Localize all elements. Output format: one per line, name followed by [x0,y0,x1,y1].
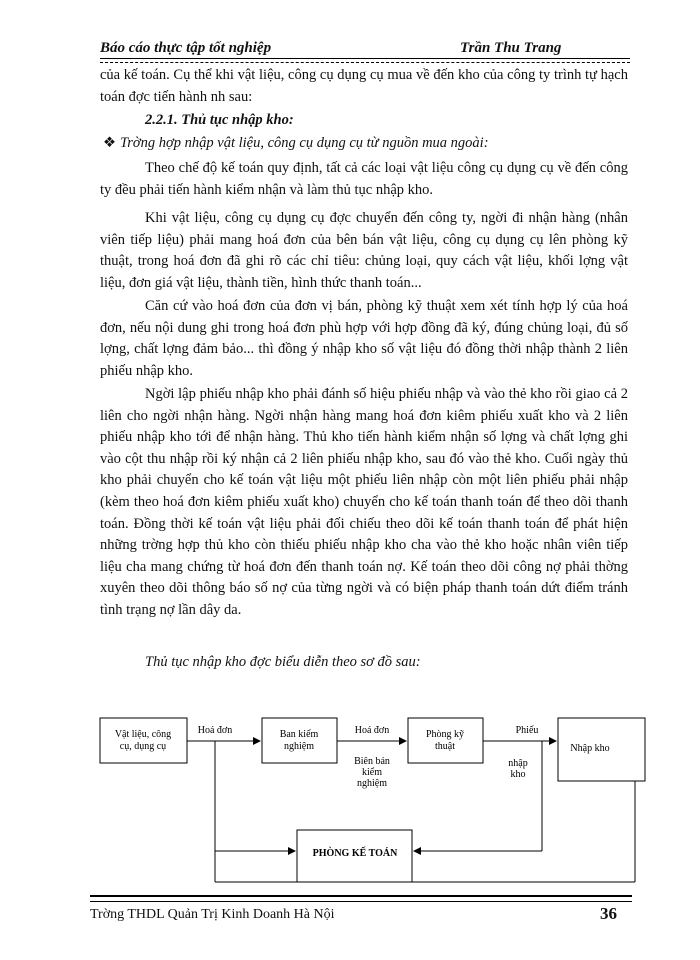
box5-label: PHÒNG KẾ TOÁN [312,848,398,859]
paragraph-2: Khi vật liệu, công cụ dụng cụ đợc chuyển đến công ty, ngời đi nhận hàng (nhân viên tiếp liệu) phải mang hoá đơn của bên bán vật liệu, công cụ dụng cụ lên phòng kỹ thuật, trong hoá đơn đã ghi rõ các chỉ tiêu: chủng loại, quy cách vật liệu, khối lợng vật liệu, đơn giá vật liệu, thành tiền, hình thức thanh toán... [100,210,628,291]
box3-line1: Phòng kỹ [425,729,465,740]
label-bien-ban-3: nghiệm [357,778,387,789]
footer-rule [90,895,632,902]
box2-line1: Ban kiểm [279,729,319,740]
paragraph-3: Căn cứ vào hoá đơn của đơn vị bán, phòng kỹ thuật xem xét tính hợp lý của hoá đơn, nếu nội dung ghi trong hoá đơn phù hợp với hợp đồng đã ký, đúng chủng loại, đủ số lợng, chất lợng đảm bảo... thì đồng ý nhập kho số vật liệu đó đồng thời nhập thành 2 liên phiếu nhập kho. [100,298,628,379]
label-hoa-don-1: Hoá đơn [197,725,233,736]
paragraph-1: Theo chế độ kế toán quy định, tất cả các loại vật liệu công cụ dụng cụ về đến công ty đều phải tiến hành kiểm nhận và làm thủ tục nhập kho. [100,160,628,198]
box3-line2: thuật [435,741,455,752]
flow-diagram [0,690,700,890]
bullet-heading [103,135,489,152]
header-author: Trần Thu Trang [460,40,562,56]
diagram-caption: Thủ tục nhập kho đợc biểu diễn theo sơ đồ sau: [145,654,421,670]
box1-line2: cụ, dụng cụ [119,741,167,752]
label-hoa-don-2: Hoá đơn [354,725,390,736]
bullet-text: Trờng hợp nhập vật liệu, công cụ dụng cụ từ nguồn mua ngoài: [120,135,489,151]
intro-paragraph: của kế toán. Cụ thể khi vật liệu, công cụ dụng cụ mua về đến kho của công ty trình tự hạch toán đợc tiến hành nh sau: [100,67,628,105]
section-title: 2.2.1. Thủ tục nhập kho: [145,112,294,128]
box1-line1: Vật liệu, công [114,729,172,740]
label-kho: kho [510,769,526,780]
box4-label: Nhập kho [570,743,610,754]
label-bien-ban-2: kiểm [362,767,382,778]
footer-school: Trờng THDL Quản Trị Kinh Doanh Hà Nội [90,907,335,922]
box2-line2: nghiệm [284,741,314,752]
page-number: 36 [600,904,617,923]
header-rule [100,58,630,63]
paragraph-4: Ngời lập phiếu nhập kho phải đánh số hiệu phiếu nhập và vào thẻ kho rồi giao cả 2 liên cho ngời nhận hàng. Ngời nhận hàng mang hoá đơn kiêm phiếu xuất kho và 2 liên phiếu nhập kho tới để nhận hàng. Thủ kho tiến hành kiểm nhận số lợng và chất lợng ghi vào cột thu nhập rồi ký nhận cả 2 liên phiếu nhập kho, sau đó vào thẻ kho. Cuối ngày thủ kho phải chuyển cho kế toán vật liệu một phiếu liên nhập còn một liên phiếu phải nhập (kèm theo hoá đơn kiêm phiếu xuất kho) chuyển cho kế toán thanh toán để theo dõi thanh toán. Đồng thời kế toán vật liệu phải đối chiếu theo dõi kế toán thanh toán để phát hiện những trờng hợp thủ kho còn thiếu phiếu nhập kho cha vào thẻ kho hoặc nhân viên tiếp liệu cha mang chứng từ hoá đơn đến thanh toán nợ. Kế toán theo dõi công nợ phải thờng xuyên theo dõi thông báo số nợ của từng ngời và có biện pháp thanh toán dứt điểm tránh tình trạng nợ lần dây da. [100,386,628,618]
label-bien-ban-1: Biên bản [354,756,390,767]
label-nhap: nhập [508,758,528,769]
label-phieu: Phiếu [515,725,539,736]
diamond-bullet-icon: ❖ [103,135,116,151]
header-report-title: Báo cáo thực tập tốt nghiệp [100,40,272,56]
